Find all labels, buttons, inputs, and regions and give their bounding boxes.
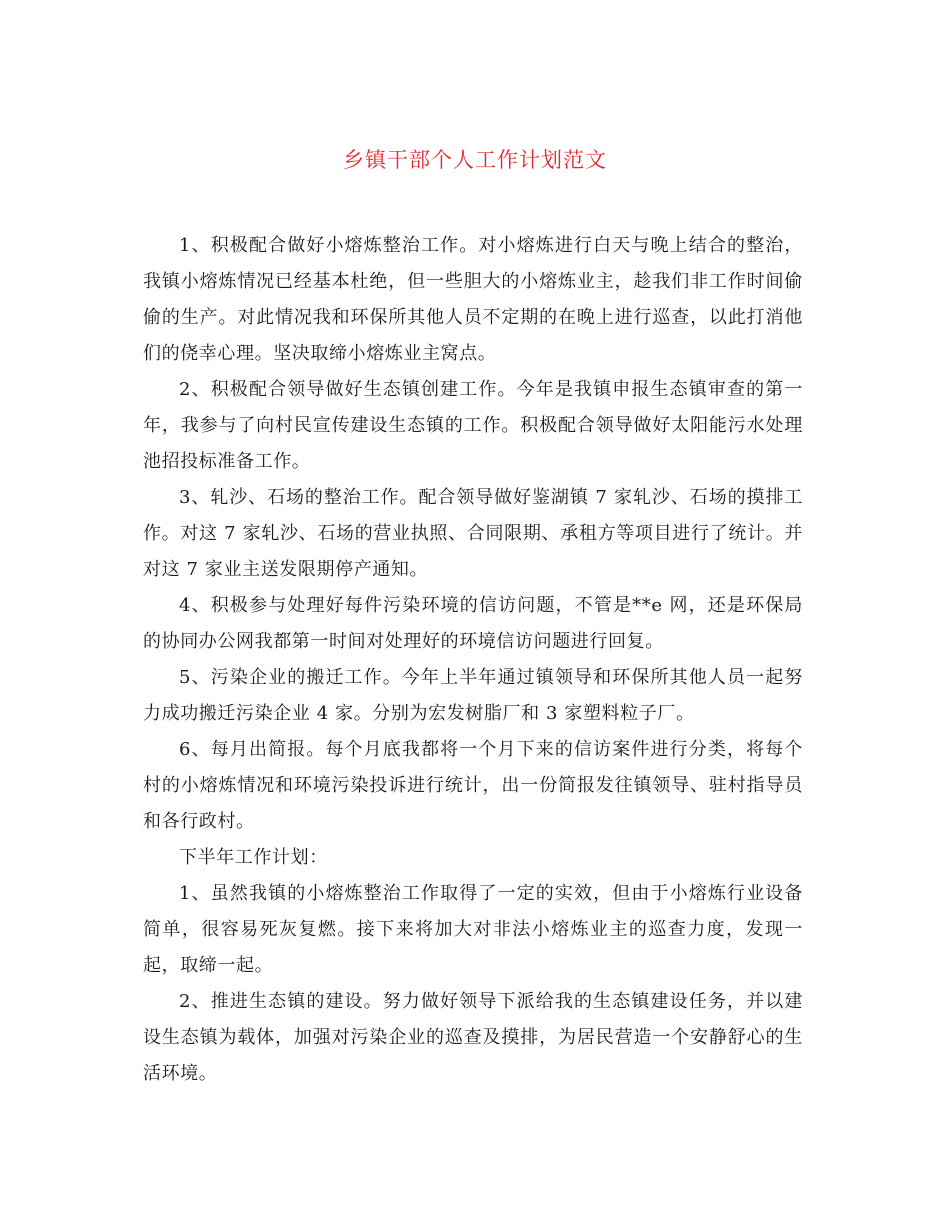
paragraph-4: 4、积极参与处理好每件污染环境的信访问题，不管是**e 网，还是环保局的协同办公网我都第一时间对处理好的环境信访问题进行回复。 [143,595,803,652]
plan-item-2: 2、推进生态镇的建设。努力做好领导下派给我的生态镇建设任务，并以建设生态镇为载体，加强对污染企业的巡查及摸排，为居民营造一个安静舒心的生活环境。 [143,991,803,1084]
document-body [143,228,803,1092]
plan-item-1: 1、虽然我镇的小熔炼整治工作取得了一定的实效，但由于小熔炼行业设备简单，很容易死灰复燃。接下来将加大对非法小熔炼业主的巡查力度，发现一起，取缔一起。 [143,883,803,976]
paragraph-5: 5、污染企业的搬迁工作。今年上半年通过镇领导和环保所其他人员一起努力成功搬迁污染企业 4 家。分别为宏发树脂厂和 3 家塑料粒子厂。 [143,667,803,724]
paragraph-6: 6、每月出简报。每个月底我都将一个月下来的信访案件进行分类，将每个村的小熔炼情况和环境污染投诉进行统计，出一份简报发往镇领导、驻村指导员和各行政村。 [143,739,803,832]
paragraph-3: 3、轧沙、石场的整治工作。配合领导做好鉴湖镇 7 家轧沙、石场的摸排工作。对这 7 家轧沙、石场的营业执照、合同限期、承租方等项目进行了统计。并对这 7 家业主送发限期停产通知。 [143,487,803,580]
paragraph-2: 2、积极配合领导做好生态镇创建工作。今年是我镇申报生态镇审查的第一年，我参与了向村民宣传建设生态镇的工作。积极配合领导做好太阳能污水处理池招投标准备工作。 [143,379,803,472]
section-heading-second-half-plan: 下半年工作计划： [179,847,328,868]
paragraph-1: 1、积极配合做好小熔炼整治工作。对小熔炼进行白天与晚上结合的整治，我镇小熔炼情况已经基本杜绝，但一些胆大的小熔炼业主，趁我们非工作时间偷偷的生产。对此情况我和环保所其他人员不定期的在晚上进行巡查，以此打消他们的侥幸心理。坚决取缔小熔炼业主窝点。 [143,235,803,364]
document-title: 乡镇干部个人工作计划范文 [343,148,607,172]
